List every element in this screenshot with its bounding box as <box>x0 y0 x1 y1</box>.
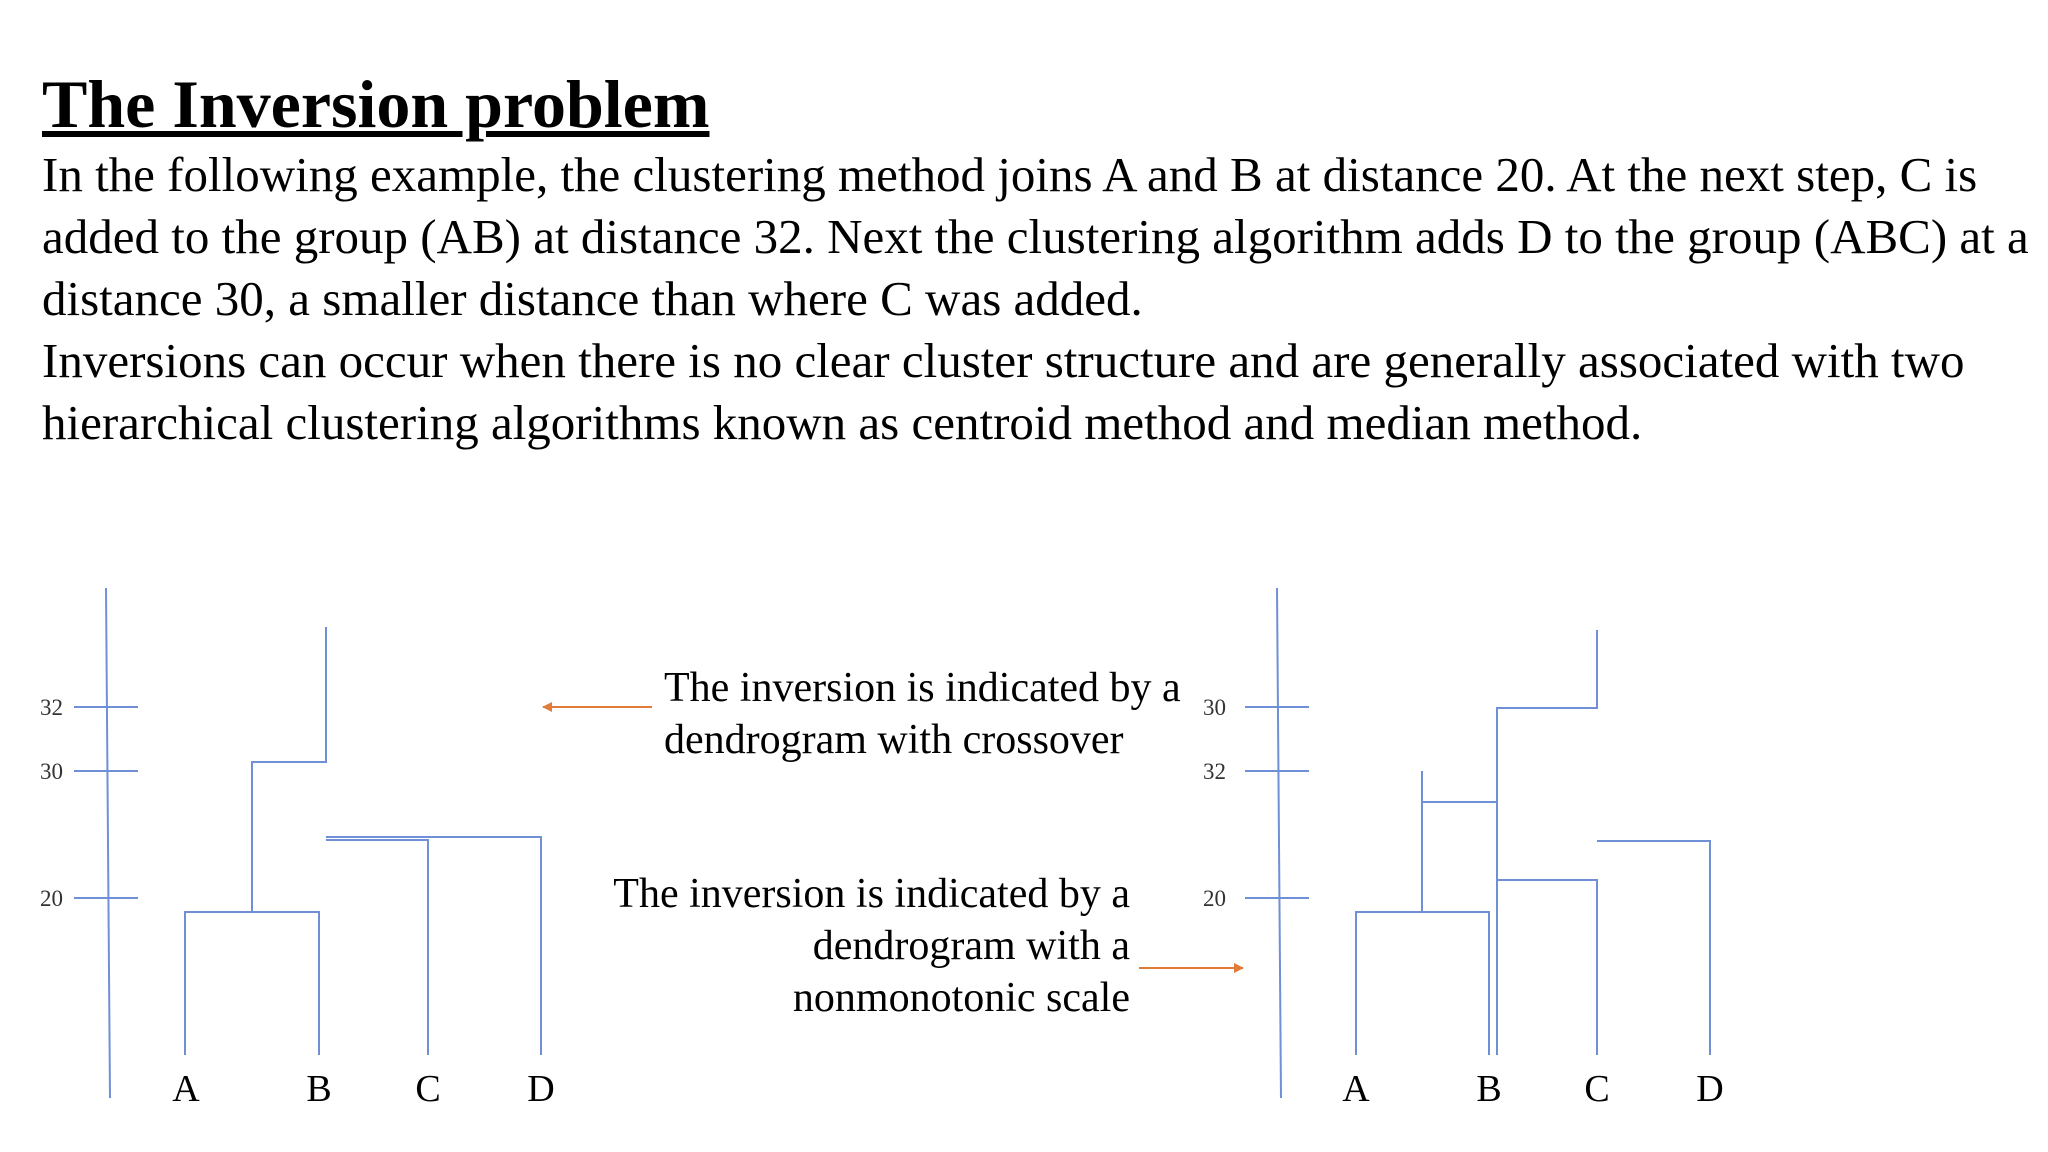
left-leaf-label: D <box>527 1068 555 1110</box>
right-leaf-label: B <box>1476 1068 1502 1110</box>
right-dendrogram <box>1203 588 1724 1110</box>
right-merge-ab <box>1356 912 1489 1055</box>
left-leaf-label: A <box>172 1068 200 1110</box>
callout-nonmonotonic: The inversion is indicated by a dendrogram with a nonmonotonic scale <box>613 871 1130 1021</box>
right-axis-tick-label: 32 <box>1203 759 1226 784</box>
left-leaf-label: C <box>415 1068 441 1110</box>
right-branch-b <box>1497 880 1597 1055</box>
callout-crossover: The inversion is indicated by a dendrogram with crossover <box>664 665 1181 763</box>
slide-title: The Inversion problem <box>42 66 710 142</box>
left-axis-tick-label: 30 <box>40 759 63 784</box>
left-axis-tick-label: 20 <box>40 886 63 911</box>
right-branch-d <box>1597 841 1710 1055</box>
left-branch-d <box>326 837 541 1055</box>
body-paragraph-2: Inversions can occur when there is no clear cluster structure and are generally associated with two hierarchical clustering algorithms known as centroid method and median method. <box>42 333 1965 450</box>
right-axis-tick-label: 20 <box>1203 886 1226 911</box>
right-leaf-label: A <box>1342 1068 1370 1110</box>
left-axis-line <box>106 588 110 1098</box>
body-paragraph-1: In the following example, the clustering method joins A and B at distance 20. At the next step, C is added to the group (AB) at distance 32. Next the clustering algorithm adds D to the group (ABC) at a distance 30, a smaller distance than where C was added. <box>42 147 2029 326</box>
right-axis-line <box>1277 588 1281 1098</box>
right-merge-abcd <box>1497 630 1597 880</box>
left-leaf-label: B <box>306 1068 332 1110</box>
left-axis-tick-label: 32 <box>40 695 63 720</box>
right-axis-tick-label: 30 <box>1203 695 1226 720</box>
left-merge-ab <box>185 912 319 1055</box>
left-branch-c <box>326 840 428 1055</box>
left-dendrogram <box>40 588 555 1110</box>
right-leaf-label: D <box>1696 1068 1724 1110</box>
left-merge-abc <box>252 627 326 912</box>
right-leaf-label: C <box>1584 1068 1610 1110</box>
